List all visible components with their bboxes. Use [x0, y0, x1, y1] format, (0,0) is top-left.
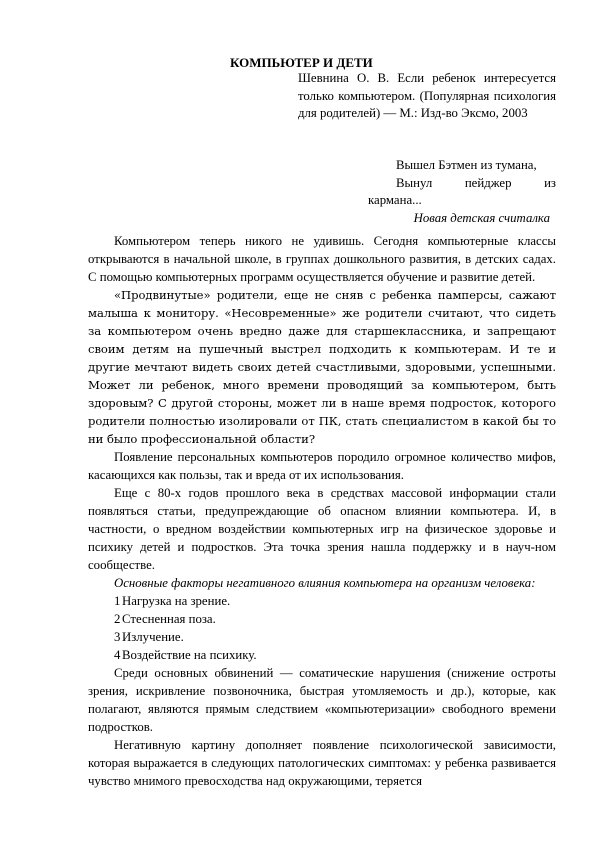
document-body	[88, 232, 556, 790]
list-item: 4 Воздействие на психику.	[114, 648, 257, 662]
list-item: 2 Стесненная поза.	[114, 612, 216, 626]
epigraph-line-3: кармана...	[368, 193, 422, 207]
paragraph-parents: «Продвинутые» родители, еще не сняв с ребенка памперсы, сажают малыша к монитору. «Несовременные» же родители считают, что сидеть за компьютером очень вредно даже для старшеклассника, и запрещают своим детям на пушечный выстрел подходить к компьютерам. И те и другие мечтают видеть своих детей счастливыми, здоровыми, успешными. Может ли ребенок, много времени проводящий за компьютером, быть здоровым? С другой стороны, может ли в наше время подросток, которого родители полностью изолировали от ПК, стать специалистом в какой бы то ни было профессиональной области?	[88, 288, 556, 446]
epigraph-word: Вынул	[396, 175, 433, 190]
paragraph-factors-heading: Основные факторы негативного влияния компьютера на организм человека:	[114, 576, 536, 590]
list-item: 1 Нагрузка на зрение.	[114, 594, 231, 608]
document-title: КОМПЬЮТЕР И ДЕТИ	[230, 55, 373, 70]
epigraph-word: из	[544, 175, 556, 190]
epigraph	[368, 157, 556, 227]
epigraph-line-1: Вышел Бэтмен из тумана,	[396, 158, 537, 172]
epigraph-source: Новая детская считалка	[413, 210, 550, 225]
paragraph-myths: Появление персональных компьютеров породило огромное количество мифов, касающихся как пользы, так и вреда от их использования.	[88, 450, 556, 482]
list-item: 3 Излучение.	[114, 630, 184, 644]
epigraph-line-2	[368, 175, 556, 193]
epigraph-word: пейджер	[464, 175, 512, 190]
citation: Шевнина О. В. Если ребенок интересуется только компьютером. (Популярная психология для родителей) — М.: Изд-во Эксмо, 2003	[298, 71, 556, 120]
paragraph-intro: Компьютером теперь никого не удивишь. Сегодня компьютерные классы открываются в начальной школе, в группах дошкольного развития, в детских садах. С помощью компьютерных программ осуществляется обучение и развитие детей.	[88, 234, 556, 284]
paragraph-history: Еще с 80-х годов прошлого века в средствах массовой информации стали появляться статьи, предупреждающие об опасном влиянии компьютера. И, в частности, о вредном воздействии компьютерных игр на физическое здоровье и психику детей и подростков. Эта точка зрения нашла поддержку и в науч-ном сообществе.	[88, 486, 556, 572]
paragraph-accusations: Среди основных обвинений — соматические нарушения (снижение остроты зрения, искривление позвоночника, быстрая утомляемость и др.), которые, как полагают, являются прямым следствием «компьютеризации» свободного времени подростков.	[88, 666, 556, 734]
paragraph-dependence: Негативную картину дополняет появление психологической зависимости, которая выражается в следующих патологических симптомах: у ребенка развивается чувство мнимого превосходства над окружающими, теряется	[88, 738, 556, 788]
factors-list	[88, 592, 556, 664]
